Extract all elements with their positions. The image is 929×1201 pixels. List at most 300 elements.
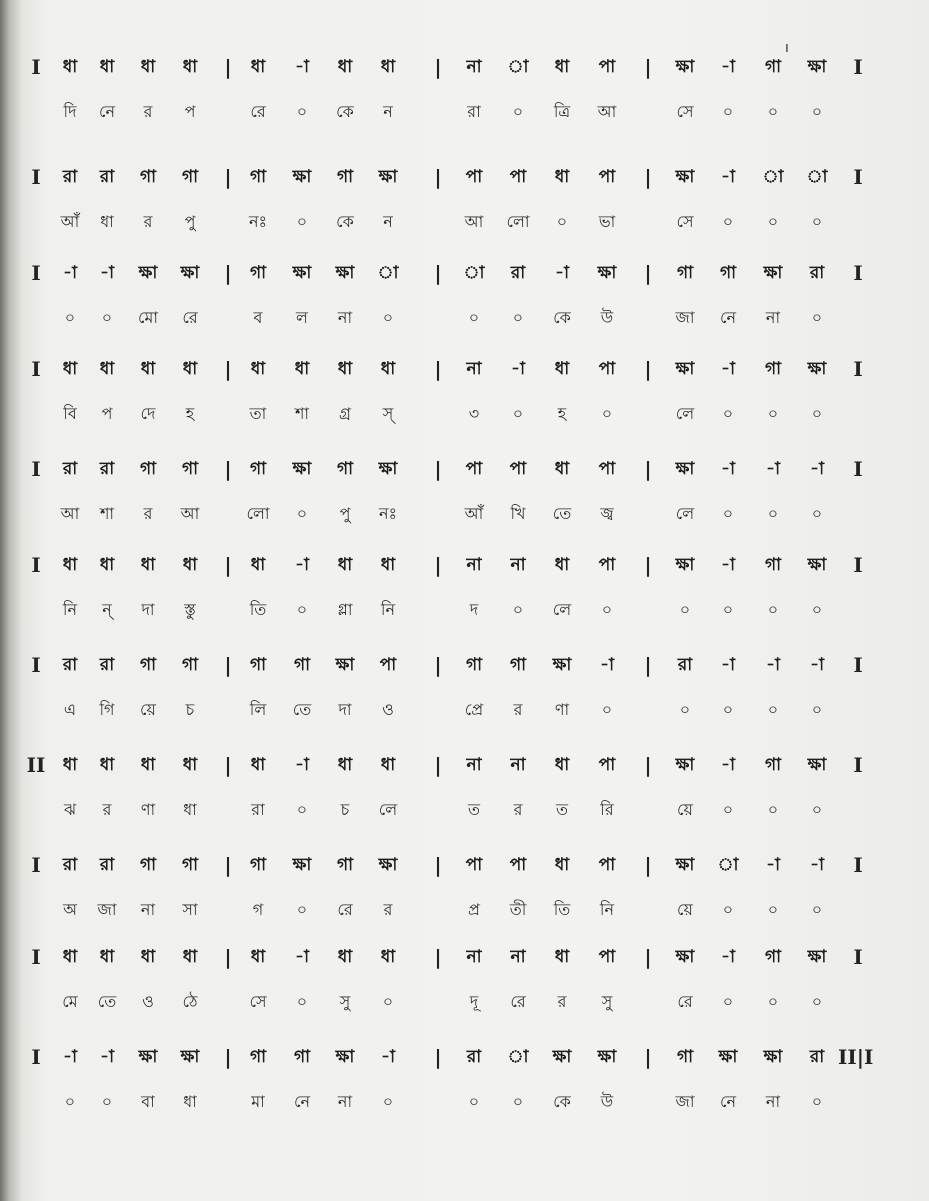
lyric-syllable: ০ <box>296 600 308 619</box>
swara-note: গা <box>249 655 267 675</box>
lyric-syllable: নঃ <box>378 504 398 523</box>
swara-note: ক্ষা <box>675 855 695 875</box>
lyric-syllable: তে <box>97 992 117 1011</box>
swara-note: না <box>510 947 526 967</box>
swara-note: না <box>466 359 482 379</box>
swara-note: ক্ষা <box>675 755 695 775</box>
lyric-syllable: ০ <box>722 404 734 423</box>
lyric-syllable: রে <box>677 992 693 1011</box>
lyric-syllable: ০ <box>767 800 779 819</box>
lyric-syllable: লো <box>246 504 270 523</box>
lyric-syllable: লি <box>249 700 267 719</box>
lyric-syllable: প <box>101 404 113 423</box>
lyric-syllable: নি <box>599 900 615 919</box>
lyric-syllable: ০ <box>767 102 779 121</box>
lyric-row <box>0 497 929 533</box>
lyric-syllable: খি <box>510 504 526 523</box>
lyric-syllable: ০ <box>811 504 823 523</box>
swara-note: গা <box>465 655 483 675</box>
swara-note: না <box>466 755 482 775</box>
swara-note: -া <box>721 459 735 479</box>
lyric-syllable: ০ <box>382 992 394 1011</box>
lyric-syllable: ০ <box>767 700 779 719</box>
lyric-row <box>0 693 929 729</box>
swara-note: ক্ষা <box>138 263 158 283</box>
bar-divider: | <box>224 1045 232 1069</box>
bar-divider: | <box>644 553 652 577</box>
swara-note: ক্ষা <box>675 57 695 77</box>
swara-row <box>0 648 929 684</box>
swara-note: ক্ষা <box>807 555 827 575</box>
swara-note: পা <box>465 459 483 479</box>
end-barline: I <box>853 945 863 969</box>
lyric-syllable: ০ <box>811 992 823 1011</box>
end-barline: I <box>853 357 863 381</box>
swara-note: ধা <box>380 947 396 967</box>
lyric-syllable: ধা <box>183 800 197 819</box>
swara-note: -া <box>381 1047 395 1067</box>
lyric-syllable: দূ <box>469 992 479 1011</box>
swara-note: ধা <box>337 359 353 379</box>
lyric-syllable: সে <box>676 102 694 121</box>
swara-note: পা <box>509 855 527 875</box>
lyric-syllable: রি <box>600 800 614 819</box>
swara-note: ধা <box>250 755 266 775</box>
start-barline: I <box>31 165 41 189</box>
lyric-syllable: লে <box>552 600 572 619</box>
swara-note: -া <box>810 459 824 479</box>
swara-note: ধা <box>250 57 266 77</box>
swara-note: ক্ষা <box>675 359 695 379</box>
bar-divider: | <box>644 1045 652 1069</box>
lyric-syllable: ন <box>383 102 393 121</box>
lyric-row <box>0 95 929 131</box>
lyric-syllable: সে <box>249 992 267 1011</box>
lyric-syllable: সে <box>676 212 694 231</box>
lyric-syllable: ০ <box>512 1092 524 1111</box>
bar-divider: | <box>224 55 232 79</box>
lyric-syllable: স্তু <box>184 600 196 619</box>
lyric-syllable: তি <box>553 900 571 919</box>
bar-divider: | <box>644 753 652 777</box>
swara-note: -া <box>295 755 309 775</box>
lyric-syllable: ০ <box>296 212 308 231</box>
lyric-syllable: জ্ব <box>600 504 614 523</box>
swara-note: গা <box>249 1047 267 1067</box>
bar-divider: | <box>434 457 442 481</box>
swara-note: না <box>466 57 482 77</box>
bar-divider: | <box>644 945 652 969</box>
swara-note: গা <box>293 655 311 675</box>
swara-note: ক্ষা <box>597 1047 617 1067</box>
notation-system <box>0 940 929 1030</box>
end-barline: I <box>853 753 863 777</box>
lyric-syllable: না <box>765 1092 781 1111</box>
swara-note: পা <box>598 855 616 875</box>
lyric-syllable: জা <box>675 1092 695 1111</box>
start-barline: I <box>31 55 41 79</box>
notation-system <box>0 50 929 140</box>
end-barline: I <box>853 261 863 285</box>
swara-note: গা <box>509 655 527 675</box>
swara-note: না <box>466 947 482 967</box>
lyric-syllable: না <box>337 308 353 327</box>
swara-note: ক্ষা <box>763 263 783 283</box>
swara-note: া <box>717 855 739 875</box>
swara-note: ধা <box>337 947 353 967</box>
lyric-syllable: এ <box>63 700 77 719</box>
swara-note: পা <box>598 167 616 187</box>
swara-note: ক্ষা <box>675 555 695 575</box>
lyric-syllable: আ <box>60 504 80 523</box>
swara-note: ক্ষা <box>675 167 695 187</box>
lyric-syllable: চ <box>185 700 195 719</box>
swara-note: া <box>806 167 828 187</box>
lyric-syllable: ঠে <box>182 992 198 1011</box>
swara-note: -া <box>555 263 569 283</box>
lyric-syllable: রে <box>337 900 353 919</box>
swara-note: রা <box>99 655 115 675</box>
swara-note: ধা <box>554 855 570 875</box>
lyric-syllable: ০ <box>811 600 823 619</box>
lyric-syllable: র <box>513 700 523 719</box>
swara-note: রা <box>809 1047 825 1067</box>
lyric-syllable: ভা <box>598 212 616 231</box>
lyric-syllable: তে <box>292 700 312 719</box>
swara-note: ধা <box>62 57 78 77</box>
lyric-syllable: গ <box>252 900 264 919</box>
lyric-syllable: মে <box>62 992 78 1011</box>
swara-note: -া <box>810 855 824 875</box>
lyric-syllable: ০ <box>601 600 613 619</box>
lyric-syllable: ০ <box>767 992 779 1011</box>
bar-divider: | <box>434 165 442 189</box>
bar-divider: | <box>224 553 232 577</box>
lyric-syllable: শা <box>294 404 310 423</box>
swara-note: ক্ষা <box>292 263 312 283</box>
swara-note: ক্ষা <box>335 1047 355 1067</box>
lyric-syllable: তা <box>249 404 267 423</box>
lyric-syllable: লো <box>506 212 530 231</box>
lyric-syllable: মো <box>137 308 159 327</box>
bar-divider: | <box>434 261 442 285</box>
lyric-syllable: ০ <box>512 308 524 327</box>
bar-divider: | <box>224 457 232 481</box>
lyric-syllable: ০ <box>767 404 779 423</box>
swara-note: া <box>507 57 529 77</box>
swara-note: গা <box>336 167 354 187</box>
lyric-syllable: না <box>140 900 156 919</box>
bar-divider: | <box>644 653 652 677</box>
swara-note: ক্ষা <box>763 1047 783 1067</box>
swara-note: ধা <box>182 755 198 775</box>
lyric-syllable: র <box>143 102 153 121</box>
lyric-syllable: ঝ <box>63 800 77 819</box>
swara-note: গা <box>249 263 267 283</box>
swara-note: গা <box>764 57 782 77</box>
lyric-syllable: প <box>184 102 196 121</box>
lyric-syllable: ০ <box>512 102 524 121</box>
swara-note: রা <box>99 167 115 187</box>
swara-note: ধা <box>294 359 310 379</box>
bar-divider: | <box>644 165 652 189</box>
lyric-syllable: র <box>143 504 153 523</box>
swara-row <box>0 352 929 388</box>
swara-note: ধা <box>99 755 115 775</box>
swara-note: ক্ষা <box>378 167 398 187</box>
swara-note: পা <box>465 855 483 875</box>
swara-note: ক্ষা <box>292 459 312 479</box>
lyric-syllable: নঃ <box>248 212 268 231</box>
swara-note: ক্ষা <box>675 947 695 967</box>
lyric-syllable: জা <box>97 900 117 919</box>
end-barline: II|I <box>838 1045 874 1069</box>
swara-note: গা <box>249 459 267 479</box>
lyric-syllable: রে <box>182 308 198 327</box>
bar-divider: | <box>434 553 442 577</box>
swara-note: রা <box>99 459 115 479</box>
bar-divider: | <box>644 457 652 481</box>
lyric-syllable: ণা <box>554 700 570 719</box>
lyric-syllable: র <box>557 992 567 1011</box>
swara-note: ধা <box>250 555 266 575</box>
swara-note: -া <box>511 359 525 379</box>
lyric-syllable: ০ <box>601 700 613 719</box>
lyric-syllable: উ <box>600 1092 614 1111</box>
lyric-syllable: আঁ <box>60 212 80 231</box>
bar-divider: | <box>224 165 232 189</box>
lyric-syllable: অ <box>63 900 77 919</box>
lyric-syllable: য়ে <box>677 900 693 919</box>
lyric-syllable: ন <box>383 212 393 231</box>
bar-divider: | <box>434 1045 442 1069</box>
swara-note: ক্ষা <box>675 459 695 479</box>
swara-note: ক্ষা <box>335 655 355 675</box>
swara-note: ধা <box>337 57 353 77</box>
swara-note: ধা <box>554 459 570 479</box>
swara-note: গা <box>293 1047 311 1067</box>
lyric-syllable: ০ <box>512 404 524 423</box>
lyric-syllable: তি <box>249 600 267 619</box>
swara-note: পা <box>598 57 616 77</box>
lyric-syllable: আঁ <box>464 504 484 523</box>
swara-note: া <box>762 167 784 187</box>
lyric-syllable: বা <box>141 1092 155 1111</box>
swara-note: -া <box>721 755 735 775</box>
notation-system <box>0 256 929 346</box>
swara-note: রা <box>62 167 78 187</box>
swara-note: া <box>377 263 399 283</box>
notation-system <box>0 548 929 638</box>
lyric-syllable: নে <box>293 1092 311 1111</box>
lyric-syllable: না <box>337 1092 353 1111</box>
notation-system <box>0 648 929 738</box>
swara-note: গা <box>764 555 782 575</box>
swara-note: ধা <box>140 947 156 967</box>
lyric-syllable: ০ <box>811 700 823 719</box>
swara-note: -া <box>721 947 735 967</box>
start-barline: I <box>31 945 41 969</box>
bar-divider: | <box>224 653 232 677</box>
swara-note: গা <box>139 167 157 187</box>
lyric-syllable: ০ <box>722 600 734 619</box>
lyric-syllable: রা <box>251 800 265 819</box>
lyric-row <box>0 205 929 241</box>
lyric-row <box>0 793 929 829</box>
lyric-syllable: দা <box>141 600 155 619</box>
lyric-row <box>0 593 929 629</box>
notation-system <box>0 352 929 442</box>
swara-note: ধা <box>554 167 570 187</box>
lyric-syllable: উ <box>600 308 614 327</box>
lyric-syllable: ০ <box>811 212 823 231</box>
swara-note: ধা <box>554 947 570 967</box>
bar-divider: | <box>224 753 232 777</box>
swara-note: ধা <box>337 755 353 775</box>
swara-note: রা <box>809 263 825 283</box>
swara-note: রা <box>62 655 78 675</box>
start-barline: II <box>26 753 46 777</box>
swara-note: ক্ষা <box>552 655 572 675</box>
start-barline: I <box>31 261 41 285</box>
end-barline: I <box>853 55 863 79</box>
bar-divider: | <box>644 55 652 79</box>
swara-note: গা <box>249 855 267 875</box>
swara-note: গা <box>181 655 199 675</box>
lyric-syllable: রে <box>250 102 266 121</box>
swara-row <box>0 256 929 292</box>
swara-note: পা <box>598 755 616 775</box>
notation-system <box>0 452 929 542</box>
lyric-syllable: পু <box>184 212 196 231</box>
swara-note: ক্ষা <box>597 263 617 283</box>
bar-divider: | <box>224 945 232 969</box>
swara-note: ধা <box>554 555 570 575</box>
swara-note: ধা <box>554 755 570 775</box>
swara-note: গা <box>181 459 199 479</box>
lyric-syllable: ০ <box>601 404 613 423</box>
swara-note: গা <box>181 167 199 187</box>
swara-note: ক্ষা <box>718 1047 738 1067</box>
lyric-syllable: দা <box>338 700 352 719</box>
swara-note: রা <box>99 855 115 875</box>
lyric-syllable: গ্র <box>339 404 351 423</box>
swara-note: না <box>510 755 526 775</box>
lyric-syllable: প্রে <box>464 700 484 719</box>
swara-note: -া <box>295 555 309 575</box>
lyric-syllable: ০ <box>296 900 308 919</box>
lyric-syllable: কে <box>553 308 571 327</box>
lyric-syllable: দি <box>63 102 77 121</box>
swara-note: পা <box>379 655 397 675</box>
lyric-syllable: সু <box>601 992 613 1011</box>
swara-row <box>0 940 929 976</box>
swara-row <box>0 748 929 784</box>
bar-divider: | <box>224 853 232 877</box>
swara-note: ধা <box>554 57 570 77</box>
swara-note: ধা <box>140 555 156 575</box>
swara-note: ক্ষা <box>552 1047 572 1067</box>
swara-row <box>0 548 929 584</box>
swara-note: রা <box>510 263 526 283</box>
lyric-syllable: নি <box>62 600 78 619</box>
lyric-syllable: ০ <box>811 1092 823 1111</box>
bar-divider: | <box>434 853 442 877</box>
end-barline: I <box>853 653 863 677</box>
swara-note: ধা <box>380 359 396 379</box>
lyric-syllable: প্র <box>468 900 480 919</box>
lyric-syllable: র <box>102 800 112 819</box>
lyric-syllable: না <box>765 308 781 327</box>
lyric-syllable: ০ <box>811 800 823 819</box>
swara-note: -া <box>63 1047 77 1067</box>
lyric-syllable: ও <box>142 992 154 1011</box>
lyric-syllable: নে <box>719 1092 737 1111</box>
lyric-syllable: র <box>383 900 393 919</box>
lyric-syllable: হ <box>557 404 567 423</box>
swara-note: ধা <box>380 57 396 77</box>
swara-note: না <box>466 555 482 575</box>
swara-note: পা <box>598 359 616 379</box>
lyric-syllable: গি <box>99 700 115 719</box>
swara-note: ক্ষা <box>378 459 398 479</box>
swara-note: পা <box>509 459 527 479</box>
notation-system <box>0 160 929 250</box>
swara-note: ক্ষা <box>807 57 827 77</box>
swara-note: ধা <box>182 555 198 575</box>
bar-divider: | <box>434 753 442 777</box>
lyric-syllable: ত্রি <box>553 102 571 121</box>
swara-note: ক্ষা <box>807 359 827 379</box>
swara-note: -া <box>810 655 824 675</box>
end-barline: I <box>853 457 863 481</box>
lyric-syllable: ০ <box>296 102 308 121</box>
swara-note: -া <box>295 947 309 967</box>
start-barline: I <box>31 457 41 481</box>
swara-note: ধা <box>182 947 198 967</box>
swara-note: -া <box>295 57 309 77</box>
lyric-syllable: কে <box>553 1092 571 1111</box>
lyric-syllable: পু <box>339 504 351 523</box>
lyric-syllable: ০ <box>722 992 734 1011</box>
lyric-syllable: নে <box>719 308 737 327</box>
swara-note: ধা <box>380 555 396 575</box>
start-barline: I <box>31 553 41 577</box>
swara-note: -া <box>600 655 614 675</box>
lyric-syllable: সা <box>182 900 198 919</box>
bar-divider: | <box>224 261 232 285</box>
swara-note: ধা <box>182 57 198 77</box>
swara-note: -া <box>766 459 780 479</box>
swara-note: -া <box>100 1047 114 1067</box>
swara-note: -া <box>100 263 114 283</box>
lyric-syllable: লে <box>675 504 695 523</box>
swara-note: গা <box>764 947 782 967</box>
swara-note: -া <box>721 167 735 187</box>
lyric-syllable: হ <box>185 404 195 423</box>
lyric-row <box>0 1085 929 1121</box>
lyric-syllable: গ্লা <box>337 600 353 619</box>
lyric-syllable: ০ <box>64 1092 76 1111</box>
swara-note: ধা <box>140 57 156 77</box>
swara-note: গা <box>719 263 737 283</box>
swara-note: ধা <box>99 57 115 77</box>
lyric-syllable: দে <box>140 404 156 423</box>
lyric-syllable: র <box>513 800 523 819</box>
swara-note: গা <box>764 359 782 379</box>
lyric-syllable: ০ <box>64 308 76 327</box>
bar-divider: | <box>434 357 442 381</box>
